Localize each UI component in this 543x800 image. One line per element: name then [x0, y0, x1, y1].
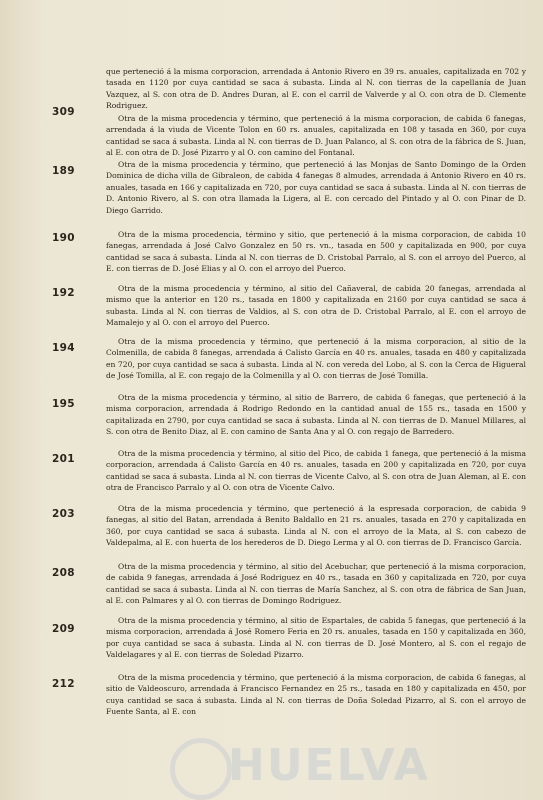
watermark-logo-icon [170, 738, 232, 800]
entry-text: Otra de la misma procedencia y término, al sitio del Cañaveral, de cabida 20 fanegas, arrendada al mismo que la anterior en 120 rs., tasada en 1800 y capitalizada en 2160 por cuya cantidad se saca á subasta. Linda al N. con tierras de Valdios, al S. con otra de D. Cristobal Parralo, al E. con el arroyo de Mamalejo y al O. con el arroyo del Puerco. [106, 284, 526, 328]
entry-text: Otra de la misma procedencia y término, al sitio de Barrero, de cabida 6 fanegas, que perteneció á la misma corporacion, arrendada á Rodrigo Redondo en la cantidad anual de 155 rs., tasada en 1500 y capitalizada en 2790, por cuya cantidad se saca á subasta. Linda al N. con tierras de D. Manuel Millares, al S. con otra de Benito Diaz, al E. con camino de Santa Ana y al O. con regajo de Barredero. [106, 393, 526, 437]
entry-text: Otra de la misma procedencia, término y sitio, que perteneció á la misma corporacion, de cabida 10 fanegas, arrendada á José Calvo Gonzalez en 50 rs. vn., tasada en 500 y capitalizada en 900, por cuya cantidad se saca á subasta. Linda al N. con tierras de D. Cristobal Parralo, al S. con el arroyo del Puerco, al E. con tierras de D. José Elias y al O. con el arroyo del Puerco. [106, 230, 526, 274]
entry-number: 203 [52, 508, 75, 520]
entry-number: 192 [52, 287, 75, 299]
entry-text: Otra de la misma procedencia y término, que perteneció á la misma corporacion, al sitio de la Colmenilla, de cabida 8 fanegas, arrendada á Calisto García en 40 rs. anuales, tasada en 480 y capitalizada en 720, por cuya cantidad se saca á subasta. Linda al N. con vereda del Lobo, al S. con la Cerca de Higueral de José Tomilla, al E. con regajo de la Colmenilla y al O. con tierras de José Tomilla. [106, 337, 526, 381]
entry-text: que perteneció á la misma corporacion, arrendada á Antonio Rivero en 39 rs. anuales, capitalizada en 702 y tasada en 1120 por cuya cantidad se saca á subasta. Linda al N. con tierras de la capellanía de Juan Vazquez, al S. con otra de D. Andres Duran, al E. con el carril de Valverde y al O. con otra de D. Clemente Rodriguez. [106, 67, 526, 111]
entry-number: 209 [52, 623, 75, 635]
entry-text: Otra de la misma procedencia y término, que perteneció á las Monjas de Santo Domingo de la Orden Dominica de dicha villa de Gibraleon, de cabida 4 fanegas 8 almudes, arrendada á Antonio Rivero en 40 rs. anuales, tasada en 166 y capitalizada en 720, por cuya cantidad se saca á subasta. Linda al N. con tierras de D. Antonio Rivero, al S. con otra llamada la Ligera, al E. con cercado del Pintado y al O. con Pinar de D. Diego Garrido. [106, 160, 526, 215]
entry-text: Otra de la misma procedencia y término, que perteneció á la misma corporacion, de cabida 6 fanegas, al sitio de Valdeoscuro, arrendada á Francisco Fernandez en 25 rs., tasada en 180 y capitalizada en 450, por cuya cantidad se saca á subasta. Linda al N. con tierras de Doña Soledad Pizarro, al S. con el arroyo de Fuente Santa, al E. con [106, 673, 526, 717]
entry-number: 309 [52, 106, 75, 118]
entry-text: Otra de la misma procedencia y término, que perteneció á la espresada corporacion, de cabida 9 fanegas, al sitio del Batan, arrendada á Benito Baldallo en 21 rs. anuales, tasada en 270 y capitalizada en 360, por cuya cantidad se saca á subasta. Linda al N. con el arroyo de la Mata, al S. con cabezo de Valdepalma, al E. con huerta de los herederos de D. Diego Lerma y al O. con tierras de D. Francisco García. [106, 504, 526, 548]
entry-number: 190 [52, 232, 75, 244]
watermark-text: HUELVA [228, 740, 430, 791]
entry-text: Otra de la misma procedencia y término, al sitio del Acebuchar, que perteneció á la misma corporacion, de cabida 9 fanegas, arrendada á José Rodriguez en 40 rs., tasada en 360 y capitalizada en 720, por cuya cantidad se saca á subasta. Linda al N. con tierras de María Sanchez, al S. con otra de fábrica de San Juan, al E. con Palmares y al O. con tierras de Domingo Rodriguez. [106, 562, 526, 606]
entry-number: 212 [52, 678, 75, 690]
entry-text: Otra de la misma procedencia y término, que perteneció á la misma corporacion, de cabida 6 fanegas, arrendada á la viuda de Vicente Tolon en 60 rs. anuales, capitalizada en 108 y tasada en 360, por cuya cantidad se saca á subasta. Linda al N. con tierras de D. Juan Palanco, al S. con otra de la fábrica de S. Juan, al E. con otra de D. José Pizarro y al O. con camino del Fontanal. [106, 114, 526, 158]
entry-number: 208 [52, 567, 75, 579]
entry-number: 201 [52, 453, 75, 465]
entry-number: 189 [52, 165, 75, 177]
entry-number: 194 [52, 342, 75, 354]
entry-number: 195 [52, 398, 75, 410]
entry-text: Otra de la misma procedencia y término, al sitio del Pico, de cabida 1 fanega, que perteneció á la misma corporacion, arrendada á Calisto García en 40 rs. anuales, tasada en 200 y capitalizada en 720, por cuya cantidad se saca á subasta. Linda al N. con tierras de Vicente Calvo, al S. con otra de Juan Aleman, al E. con otra de Francisco Parralo y al O. con otra de Vicente Calvo. [106, 449, 526, 493]
entry-text: Otra de la misma procedencia y término, al sitio de Espartales, de cabida 5 fanegas, que perteneció á la misma corporacion, arrendada á José Romero Feria en 20 rs. anuales, tasada en 150 y capitalizada en 360, por cuya cantidad se saca á subasta. Linda al N. con tierras de D. José Montero, al S. con el regajo de Valdelagares y al E. con tierras de Soledad Pizarro. [106, 616, 526, 660]
